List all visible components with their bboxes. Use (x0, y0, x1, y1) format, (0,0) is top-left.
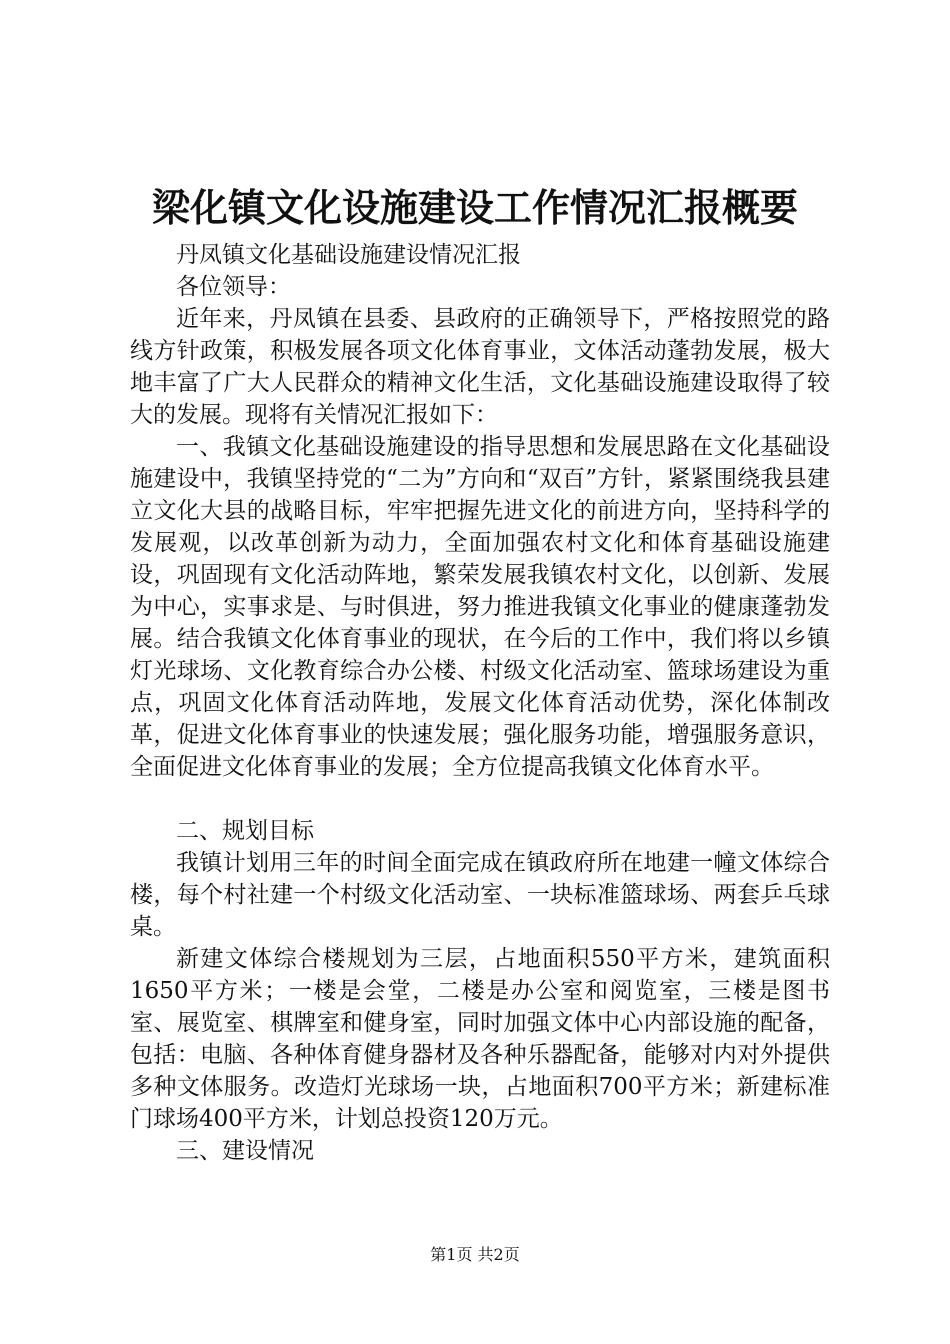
heading-section-three: 三、建设情况 (176, 1138, 314, 1164)
paragraph-plan-goal: 我镇计划用三年的时间全面完成在镇政府所在地建一幢文体综合楼，每个村社建一个村级文化活动室、一块标准篮球场、两套乒乓球桌。 (130, 850, 830, 940)
page-footer: 第1页 共2页 (430, 1245, 520, 1264)
paragraph-intro: 近年来，丹凤镇在县委、县政府的正确领导下，严格按照党的路线方针政策，积极发展各项文化体育事业，文体活动蓬勃发展，极大地丰富了广大人民群众的精神文化生活，文化基础设施建设取得了较大的发展。现将有关情况汇报如下： (130, 306, 830, 428)
paragraph-plan-detail: 新建文体综合楼规划为三层，占地面积550平方米，建筑面积1650平方米；一楼是会堂，二楼是办公室和阅览室，三楼是图书室、展览室、棋牌室和健身室，同时加强文体中心内部设施的配备，包括：电脑、各种体育健身器材及各种乐器配备，能够对内对外提供多种文体服务。改造灯光球场一块，占地面积700平方米；新建标准门球场400平方米，计划总投资120万元。 (130, 946, 830, 1132)
paragraph-section-one: 一、我镇文化基础设施建设的指导思想和发展思路在文化基础设施建设中，我镇坚持党的“二为”方向和“双百”方针，紧紧围绕我县建立文化大县的战略目标，牢牢把握先进文化的前进方向，坚持科学的发展观，以改革创新为动力，全面加强农村文化和体育基础设施建设，巩固现有文化活动阵地，繁荣发展我镇农村文化，以创新、发展为中心，实事求是、与时俱进，努力推进我镇文化事业的健康蓬勃发展。结合我镇文化体育事业的现状，在今后的工作中，我们将以乡镇灯光球场、文化教育综合办公楼、村级文化活动室、篮球场建设为重点，巩固文化体育活动阵地，发展文化体育活动优势，深化体制改革，促进文化体育事业的快速发展；强化服务功能，增强服务意识，全面促进文化体育事业的发展；全方位提高我镇文化体育水平。 (130, 434, 830, 780)
paragraph-spacer (130, 783, 830, 815)
paragraph-subtitle: 丹凤镇文化基础设施建设情况汇报 (176, 242, 521, 268)
document-body (130, 239, 830, 1167)
document-title: 梁化镇文化设施建设工作情况汇报概要 (151, 185, 798, 230)
heading-section-two: 二、规划目标 (176, 818, 314, 844)
paragraph-salutation: 各位领导： (176, 274, 291, 300)
